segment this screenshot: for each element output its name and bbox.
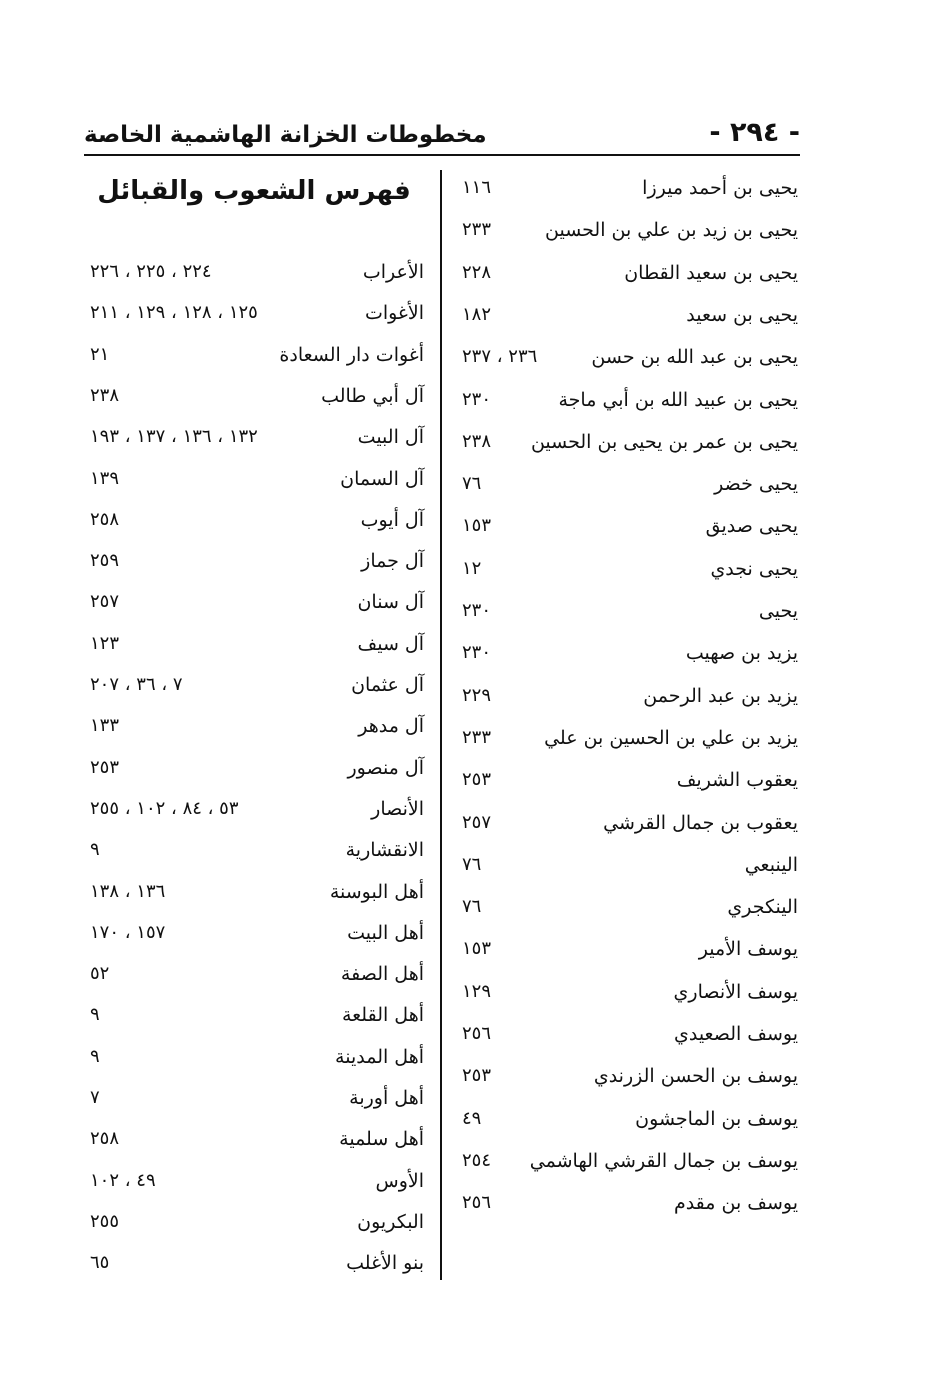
index-entry bbox=[456, 1056, 798, 1096]
entry-name: يحيى خضر bbox=[714, 473, 798, 496]
entry-name: آل سيف bbox=[357, 632, 424, 655]
index-entry bbox=[456, 803, 798, 843]
entry-pages: ٧ bbox=[90, 1087, 100, 1108]
index-entry bbox=[84, 582, 424, 622]
entry-pages: ١٨٢ bbox=[462, 303, 492, 325]
entry-pages: ٢٣٨ bbox=[462, 430, 492, 452]
entry-name: الينبعي bbox=[744, 853, 798, 876]
index-entry bbox=[456, 1099, 798, 1139]
index-entry bbox=[84, 417, 424, 457]
entry-name: يحيى بن عبد الله بن حسن bbox=[591, 346, 798, 369]
entry-pages: ٩ bbox=[90, 1004, 100, 1026]
entry-pages: ٥٣ ، ٨٤ ، ١٠٢ ، ٢٥٥ bbox=[90, 797, 239, 819]
page-header bbox=[84, 118, 800, 156]
entry-name: أهل القلعة bbox=[341, 1004, 424, 1027]
entry-name: يوسف بن الماجشون bbox=[635, 1107, 798, 1130]
entry-pages: ٢٢٩ bbox=[462, 684, 492, 706]
index-entry bbox=[84, 1119, 424, 1159]
entry-name: أهل الصفة bbox=[340, 963, 424, 986]
entry-pages: ١٢٥ ، ١٢٨ ، ١٢٩ ، ٢١١ bbox=[90, 302, 258, 324]
entry-pages: ١١٦ bbox=[462, 177, 492, 198]
entry-pages: ٢٥٣ bbox=[462, 769, 492, 791]
index-entry bbox=[84, 459, 424, 499]
entry-pages: ٤٩ bbox=[462, 1107, 482, 1129]
entry-name: يزيد بن عبد الرحمن bbox=[643, 684, 798, 707]
index-entry bbox=[456, 633, 798, 673]
entry-pages: ١٣٢ ، ١٣٦ ، ١٣٧ ، ١٩٣ bbox=[90, 426, 258, 448]
index-entry bbox=[456, 549, 798, 589]
index-entry bbox=[456, 464, 798, 504]
entry-pages: ٢٣٣ bbox=[462, 726, 492, 748]
entry-name: يوسف بن الحسن الزرندي bbox=[593, 1065, 798, 1088]
index-entry bbox=[456, 1141, 798, 1181]
entry-pages: ١٣٦ ، ١٣٨ bbox=[90, 880, 166, 902]
entry-name: آل أبي طالب bbox=[321, 384, 424, 407]
entry-name: آل منصور bbox=[347, 756, 424, 779]
index-entry bbox=[84, 293, 424, 333]
entry-pages: ٦٥ bbox=[90, 1252, 110, 1274]
index-entry bbox=[456, 210, 798, 250]
index-entry bbox=[84, 872, 424, 912]
entry-name: يوسف الأنصاري bbox=[673, 980, 798, 1003]
entry-name: يزيد بن علي بن الحسين بن علي bbox=[544, 726, 798, 749]
index-entry bbox=[456, 760, 798, 800]
index-entry bbox=[456, 506, 798, 546]
index-entry bbox=[456, 845, 798, 885]
index-entry bbox=[84, 1037, 424, 1077]
index-entry bbox=[84, 913, 424, 953]
entry-name: الأعراب bbox=[362, 261, 424, 283]
entry-name: يحيى بن سعيد bbox=[686, 303, 798, 326]
index-entry bbox=[84, 541, 424, 581]
index-entry bbox=[84, 1078, 424, 1118]
index-entry bbox=[84, 1161, 424, 1201]
index-entry bbox=[456, 422, 798, 462]
entry-name: يحيى بن عبيد الله بن أبي ماجة bbox=[558, 388, 798, 411]
entry-name: آل أيوب bbox=[360, 508, 424, 531]
index-entry bbox=[456, 1014, 798, 1054]
index-entry bbox=[456, 972, 798, 1012]
entry-pages: ٤٩ ، ١٠٢ bbox=[90, 1169, 156, 1191]
entry-name: يوسف بن جمال القرشي الهاشمي bbox=[529, 1149, 798, 1172]
entry-pages: ٧ ، ٣٦ ، ٢٠٧ bbox=[90, 674, 183, 695]
entry-name: يوسف بن مقدم bbox=[673, 1192, 798, 1215]
entry-pages: ٢٥٩ bbox=[90, 550, 120, 572]
entry-pages: ٥٢ bbox=[90, 963, 110, 985]
running-title: مخطوطات الخزانة الهاشمية الخاصة bbox=[84, 122, 487, 148]
entry-name: أهل المدينة bbox=[335, 1045, 424, 1068]
entry-pages: ٢٣٨ bbox=[90, 384, 120, 406]
entry-name: آل جماز bbox=[361, 550, 424, 573]
entry-name: يعقوب الشريف bbox=[676, 769, 798, 792]
entry-name: بنو الأغلب bbox=[346, 1252, 424, 1275]
entry-pages: ٢٣٣ bbox=[462, 219, 492, 241]
entry-name: آل عثمان bbox=[351, 674, 424, 696]
entry-pages: ٢٥٨ bbox=[90, 1128, 120, 1150]
entry-pages: ١٥٣ bbox=[462, 515, 492, 537]
entry-name: يحيى بن أحمد ميرزا bbox=[642, 177, 798, 199]
entry-name: آل سنان bbox=[357, 591, 424, 614]
index-entry bbox=[456, 380, 798, 420]
entry-name: آل مدهر bbox=[358, 715, 424, 738]
index-entry bbox=[84, 706, 424, 746]
column-divider bbox=[440, 170, 442, 1280]
entry-pages: ٢٥٣ bbox=[90, 756, 120, 778]
entry-pages: ١٢٩ bbox=[462, 980, 492, 1002]
entry-pages: ١٢ bbox=[462, 557, 482, 579]
index-entry bbox=[84, 624, 424, 664]
entry-name: يزيد بن صهيب bbox=[685, 642, 798, 665]
index-entry bbox=[456, 295, 798, 335]
entry-name: يوسف الأمير bbox=[698, 938, 798, 961]
entry-name: يعقوب بن جمال القرشي bbox=[603, 811, 798, 834]
entry-name: أهل البيت bbox=[347, 921, 424, 944]
index-entry bbox=[84, 500, 424, 540]
entry-pages: ٢٥٥ bbox=[90, 1210, 120, 1232]
entry-name: الأغوات bbox=[364, 302, 424, 325]
entry-pages: ٢٣٠ bbox=[462, 600, 492, 621]
entry-name: يحيى بن سعيد القطان bbox=[624, 261, 798, 284]
index-entry bbox=[456, 718, 798, 758]
index-entry bbox=[456, 337, 798, 377]
entry-pages: ١٥٧ ، ١٧٠ bbox=[90, 921, 166, 943]
entry-pages: ٢٢٤ ، ٢٢٥ ، ٢٢٦ bbox=[90, 261, 212, 282]
index-entry bbox=[84, 954, 424, 994]
index-entry bbox=[456, 168, 798, 208]
index-entry bbox=[84, 748, 424, 788]
entry-name: يحيى bbox=[758, 600, 798, 622]
index-entry bbox=[84, 789, 424, 829]
entry-pages: ٢٥٦ bbox=[462, 1192, 492, 1214]
entry-pages: ٧٦ bbox=[462, 896, 482, 918]
entry-pages: ٢٣٠ bbox=[462, 388, 492, 410]
index-entry bbox=[84, 1202, 424, 1242]
index-entry bbox=[456, 591, 798, 631]
entry-name: أهل سلمية bbox=[339, 1128, 424, 1151]
index-entry bbox=[84, 1243, 424, 1283]
entry-pages: ٢٥٣ bbox=[462, 1065, 492, 1087]
entry-pages: ٩ bbox=[90, 1045, 100, 1067]
entry-name: أهل البوسنة bbox=[329, 880, 424, 903]
index-entry bbox=[456, 1183, 798, 1223]
index-entry bbox=[456, 253, 798, 293]
entry-name: أهل أوربة bbox=[349, 1087, 424, 1109]
entry-pages: ٢٥٨ bbox=[90, 508, 120, 530]
entry-pages: ٢٥٧ bbox=[90, 591, 120, 613]
section-title: فهرس الشعوب والقبائل bbox=[97, 176, 411, 206]
entry-name: الأنصار bbox=[371, 797, 424, 820]
index-entry bbox=[84, 830, 424, 870]
entry-name: يحيى بن زيد بن علي بن الحسين bbox=[545, 219, 798, 242]
index-entry bbox=[456, 929, 798, 969]
entry-name: الأوس bbox=[375, 1169, 424, 1192]
index-entry bbox=[84, 665, 424, 705]
entry-pages: ٢١ bbox=[90, 343, 110, 365]
page-number: - ٢٩٤ - bbox=[709, 117, 800, 148]
entry-name: الينكجري bbox=[727, 896, 798, 919]
entry-pages: ٢٥٤ bbox=[462, 1149, 492, 1171]
entry-pages: ١٥٣ bbox=[462, 938, 492, 960]
entry-pages: ١٢٣ bbox=[90, 632, 120, 654]
entry-name: يحيى صديق bbox=[705, 515, 798, 538]
entry-name: أغوات دار السعادة bbox=[279, 343, 424, 366]
entry-pages: ١٣٣ bbox=[90, 715, 120, 737]
entry-pages: ٩ bbox=[90, 839, 100, 861]
entry-name: الانقشارية bbox=[345, 839, 424, 862]
entry-pages: ١٣٩ bbox=[90, 467, 120, 489]
entry-pages: ٧٦ bbox=[462, 853, 482, 875]
index-entry bbox=[456, 676, 798, 716]
index-entry bbox=[84, 995, 424, 1035]
entry-name: آل البيت bbox=[357, 426, 424, 449]
entry-pages: ٢٥٧ bbox=[462, 811, 492, 833]
entry-name: يحيى نجدي bbox=[710, 557, 798, 580]
entry-name: آل السمان bbox=[340, 467, 424, 490]
entry-name: يحيى بن عمر بن يحيى بن الحسين bbox=[530, 430, 798, 453]
entry-pages: ٢٢٨ bbox=[462, 261, 492, 283]
entry-pages: ٢٥٦ bbox=[462, 1023, 492, 1044]
index-entry bbox=[84, 335, 424, 375]
index-entry bbox=[84, 376, 424, 416]
entry-name: البكريون bbox=[357, 1210, 424, 1233]
entry-pages: ٧٦ bbox=[462, 473, 482, 495]
index-entry bbox=[456, 887, 798, 927]
entry-name: يوسف الصعيدي bbox=[673, 1023, 798, 1045]
entry-pages: ٢٣٦ ، ٢٣٧ bbox=[462, 346, 538, 368]
index-entry bbox=[84, 252, 424, 292]
entry-pages: ٢٣٠ bbox=[462, 642, 492, 664]
